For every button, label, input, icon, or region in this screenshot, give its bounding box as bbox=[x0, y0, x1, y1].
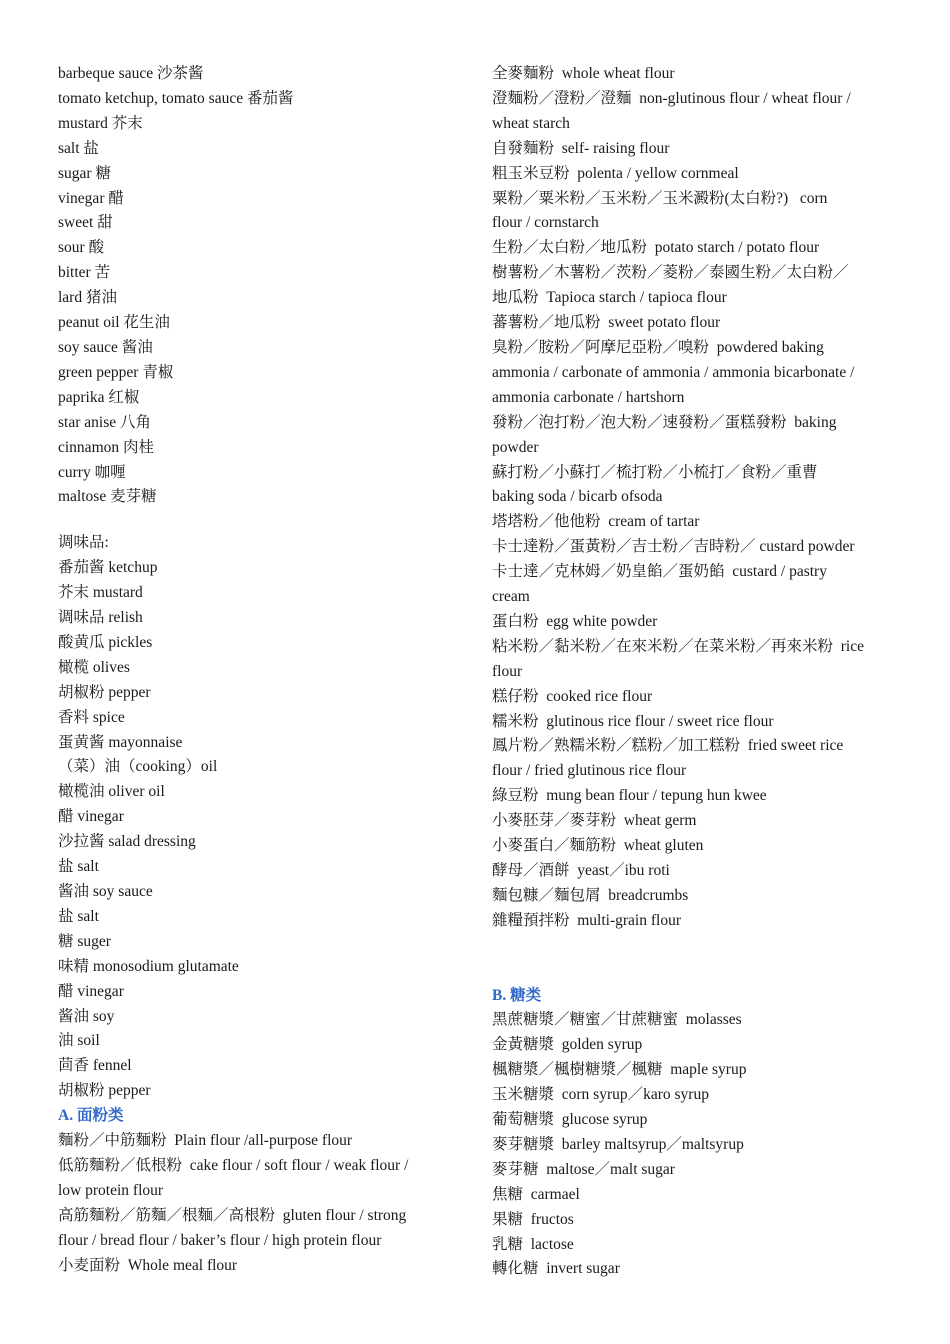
condiment-entry: green pepper 青椒 bbox=[58, 363, 174, 381]
sugar-entry: 轉化糖 invert sugar bbox=[492, 1260, 620, 1278]
condiment-entry: cinnamon 肉桂 bbox=[58, 438, 154, 456]
left-column bbox=[58, 62, 458, 1279]
seasoning-entry: 茴香 fennel bbox=[58, 1057, 132, 1075]
flour-entry: ammonia / carbonate of ammonia / ammonia bicarbonate / bbox=[492, 363, 855, 381]
flour-entry: 澄麵粉／澄粉／澄麵 non-glutinous flour / wheat flour / bbox=[492, 89, 851, 107]
condiment-entry: salt 盐 bbox=[58, 139, 99, 157]
seasoning-entry: 油 soil bbox=[58, 1032, 100, 1050]
seasoning-entry: （菜）油（cooking）oil bbox=[58, 758, 218, 776]
flour-entry: 自發麵粉 self- raising flour bbox=[492, 139, 670, 157]
condiment-entry: bitter 苦 bbox=[58, 264, 111, 282]
seasoning-entry: 胡椒粉 pepper bbox=[58, 683, 151, 701]
seasoning-entry: 酸黄瓜 pickles bbox=[58, 633, 153, 651]
flour-entry: 粟粉／粟米粉／玉米粉／玉米澱粉(太白粉?) corn bbox=[492, 189, 828, 207]
seasoning-entry: 沙拉酱 salad dressing bbox=[58, 833, 196, 851]
flour-list-continued bbox=[492, 62, 897, 934]
flour-entry: powder bbox=[492, 438, 539, 456]
seasonings-list bbox=[58, 556, 458, 1104]
flour-entry: baking soda / bicarb ofsoda bbox=[492, 488, 663, 506]
flour-entry: 蛋白粉 egg white powder bbox=[492, 612, 658, 630]
flour-entry: 全麥麵粉 whole wheat flour bbox=[492, 65, 675, 82]
seasoning-entry: 盐 salt bbox=[58, 907, 99, 925]
sugar-entry: 黑蔗糖漿／糖蜜／甘蔗糖蜜 molasses bbox=[492, 1011, 742, 1029]
flour-entry: 小麦面粉 Whole meal flour bbox=[58, 1256, 238, 1274]
seasoning-entry: 味精 monosodium glutamate bbox=[58, 957, 239, 975]
sugar-list bbox=[492, 1008, 897, 1282]
condiment-entry: vinegar 醋 bbox=[58, 189, 124, 207]
sugar-entry: 金黃糖漿 golden syrup bbox=[492, 1036, 643, 1054]
condiment-entry: soy sauce 酱油 bbox=[58, 338, 153, 356]
condiment-entry: peanut oil 花生油 bbox=[58, 314, 170, 332]
condiment-entry: maltose 麦芽糖 bbox=[58, 488, 157, 506]
flour-entry: 樹薯粉／木薯粉／茨粉／菱粉／泰國生粉／太白粉／ bbox=[492, 264, 849, 282]
sugar-entry: 玉米糖漿 corn syrup／karo syrup bbox=[492, 1086, 709, 1104]
seasoning-entry: 调味品 relish bbox=[58, 609, 143, 627]
flour-entry: 糕仔粉 cooked rice flour bbox=[492, 687, 653, 705]
spacer bbox=[58, 510, 458, 531]
sugar-entry: 乳糖 lactose bbox=[492, 1235, 574, 1253]
condiment-entry: star anise 八角 bbox=[58, 413, 151, 431]
flour-entry: 酵母／酒餅 yeast／ibu roti bbox=[492, 862, 670, 879]
seasoning-entry: 蛋黄酱 mayonnaise bbox=[58, 733, 183, 751]
flour-entry: 卡士達粉／蛋黃粉／吉士粉／吉時粉／ custard powder bbox=[492, 538, 855, 556]
condiment-entry: barbeque sauce 沙茶酱 bbox=[58, 65, 204, 82]
seasoning-entry: 糖 suger bbox=[58, 932, 111, 950]
flour-entry: 鳳片粉／熟糯米粉／糕粉／加工糕粉 fried sweet rice bbox=[492, 737, 844, 755]
flour-entry: ammonia carbonate / hartshorn bbox=[492, 388, 685, 406]
seasoning-entry: 胡椒粉 pepper bbox=[58, 1082, 151, 1100]
seasoning-entry: 橄榄油 oliver oil bbox=[58, 783, 165, 801]
seasoning-entry: 芥末 mustard bbox=[58, 584, 143, 602]
seasoning-entry: 醋 vinegar bbox=[58, 808, 124, 826]
flour-entry: low protein flour bbox=[58, 1181, 164, 1199]
flour-entry: 蘇打粉／小蘇打／梳打粉／小梳打／食粉／重曹 bbox=[492, 463, 818, 481]
flour-entry: 臭粉／胺粉／阿摩尼亞粉／嗅粉 powdered baking bbox=[492, 338, 824, 356]
right-column bbox=[492, 62, 897, 1282]
flour-entry: flour / fried glutinous rice flour bbox=[492, 762, 687, 780]
section-b-heading: B. 糖类 bbox=[492, 986, 542, 1004]
sugar-entry: 楓糖漿／楓樹糖漿／楓糖 maple syrup bbox=[492, 1061, 747, 1079]
condiment-entry: sweet 甜 bbox=[58, 214, 113, 232]
flour-entry: cream bbox=[492, 588, 530, 606]
flour-entry: 綠豆粉 mung bean flour / tepung hun kwee bbox=[492, 787, 767, 805]
sugar-entry: 焦糖 carmael bbox=[492, 1185, 580, 1203]
seasoning-entry: 酱油 soy sauce bbox=[58, 883, 153, 900]
seasoning-entry: 醋 vinegar bbox=[58, 982, 124, 1000]
flour-entry: 粘米粉／黏米粉／在來米粉／在菜米粉／再來米粉 rice bbox=[492, 637, 864, 655]
condiment-entry: curry 咖喱 bbox=[58, 463, 126, 481]
flour-entry: 粗玉米豆粉 polenta / yellow cornmeal bbox=[492, 164, 739, 182]
sugar-entry: 麥芽糖漿 barley maltsyrup／maltsyrup bbox=[492, 1135, 744, 1153]
flour-entry: 生粉／太白粉／地瓜粉 potato starch / potato flour bbox=[492, 239, 820, 257]
sugar-entry: 葡萄糖漿 glucose syrup bbox=[492, 1111, 648, 1129]
seasoning-entry: 盐 salt bbox=[58, 858, 99, 876]
flour-entry: 糯米粉 glutinous rice flour / sweet rice flour bbox=[492, 712, 774, 730]
condiment-entry: tomato ketchup, tomato sauce 番茄酱 bbox=[58, 89, 294, 107]
flour-entry: 發粉／泡打粉／泡大粉／速發粉／蛋糕發粉 baking bbox=[492, 413, 837, 431]
section-a-heading: A. 面粉类 bbox=[58, 1107, 124, 1125]
seasoning-entry: 橄榄 olives bbox=[58, 658, 130, 676]
condiment-entry: lard 猪油 bbox=[58, 289, 117, 307]
flour-entry: flour / cornstarch bbox=[492, 214, 599, 232]
flour-entry: 蕃薯粉／地瓜粉 sweet potato flour bbox=[492, 314, 721, 332]
seasoning-entry: 酱油 soy bbox=[58, 1007, 115, 1025]
flour-entry: 地瓜粉 Tapioca starch / tapioca flour bbox=[492, 289, 727, 307]
flour-entry: 卡士達／克林姆／奶皇餡／蛋奶餡 custard / pastry bbox=[492, 563, 827, 581]
condiment-entry: sugar 糖 bbox=[58, 164, 111, 182]
flour-entry: 塔塔粉／他他粉 cream of tartar bbox=[492, 513, 700, 531]
seasonings-title: 调味品: bbox=[58, 534, 109, 552]
condiments-list bbox=[58, 62, 458, 510]
seasoning-entry: 番茄酱 ketchup bbox=[58, 559, 158, 577]
flour-entry: 小麥蛋白／麵筋粉 wheat gluten bbox=[492, 837, 704, 855]
sugar-entry: 果糖 fructos bbox=[492, 1210, 574, 1228]
flour-entry: 小麥胚芽／麥芽粉 wheat germ bbox=[492, 812, 697, 830]
flour-entry: 低筋麵粉／低根粉 cake flour / soft flour / weak flour / bbox=[58, 1156, 409, 1174]
flour-list bbox=[58, 1129, 458, 1278]
flour-entry: 麵包糠／麵包屑 breadcrumbs bbox=[492, 886, 689, 904]
condiment-entry: mustard 芥末 bbox=[58, 114, 143, 132]
flour-entry: flour bbox=[492, 662, 523, 680]
condiment-entry: sour 酸 bbox=[58, 239, 105, 257]
sugar-entry: 麥芽糖 maltose／malt sugar bbox=[492, 1160, 675, 1178]
flour-entry: 雜糧預拌粉 multi-grain flour bbox=[492, 911, 681, 929]
flour-entry: 高筋麵粉／筋麵／根麵／高根粉 gluten flour / strong bbox=[58, 1206, 407, 1224]
flour-entry: wheat starch bbox=[492, 114, 570, 132]
flour-entry: flour / bread flour / baker’s flour / high protein flour bbox=[58, 1231, 382, 1249]
flour-entry: 麵粉／中筋麵粉 Plain flour /all-purpose flour bbox=[58, 1132, 353, 1150]
condiment-entry: paprika 红椒 bbox=[58, 388, 140, 406]
spacer bbox=[492, 934, 897, 984]
seasoning-entry: 香料 spice bbox=[58, 708, 125, 726]
